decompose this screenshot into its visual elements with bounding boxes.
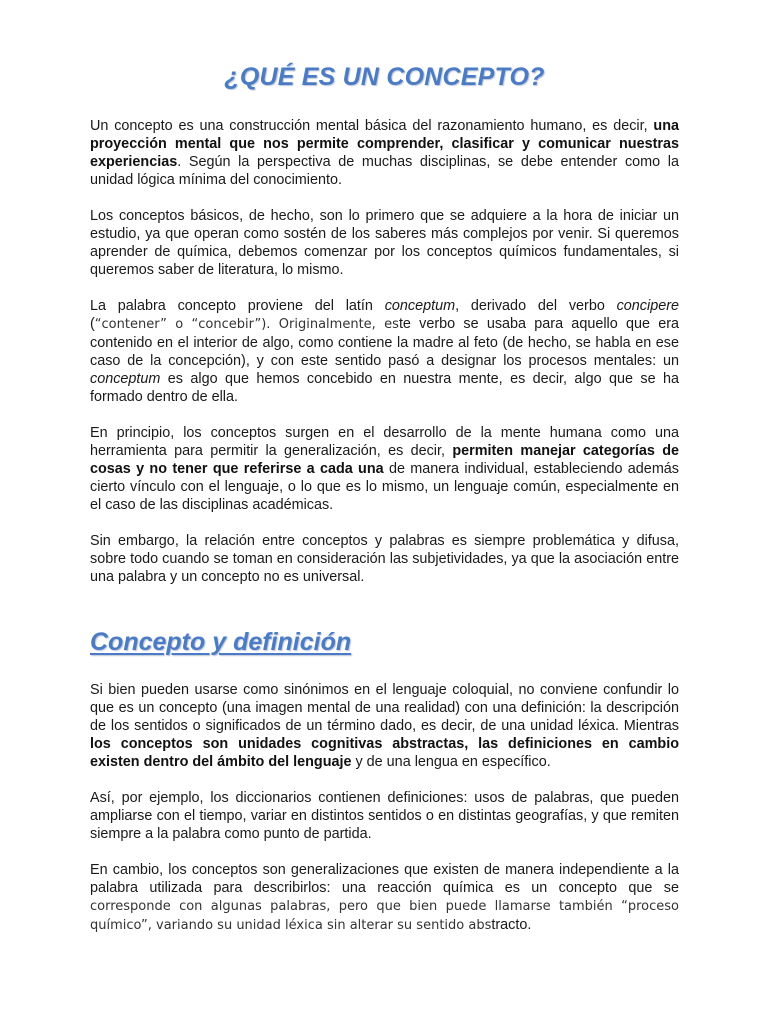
paragraph-8-alt-font: corresponde con algunas palabras, pero que bien puede llamarse también “proceso químico”, variando su unidad léxica sin alterar su sentido abs — [90, 899, 679, 933]
paragraph-2: Los conceptos básicos, de hecho, son lo primero que se adquiere a la hora de iniciar un estudio, ya que operan como sostén de los saberes más complejos por venir. Si queremos aprender de química, debemos comenzar por los conceptos químicos fundamentales, si queremos saber de literatura, lo mismo. — [90, 208, 679, 278]
paragraph-6-bold: los conceptos son unidades cognitivas abstractas, las definiciones en cambio existen dentro del ámbito del lenguaje — [90, 736, 679, 770]
paragraph-3-italic-a: conceptum — [384, 298, 456, 314]
section-title-concepto-y-definicion: Concepto y definición — [90, 628, 352, 656]
paragraph-6-text-a: Si bien pueden usarse como sinónimos en el lenguaje coloquial, no conviene confundir lo que es un concepto (una imagen mental de una realidad) con una definición: la descripción de los sentidos o significados de un término dado, es decir, de una unidad léxica. Mientras — [90, 682, 679, 734]
paragraph-3-text-b: , derivado del verbo — [455, 298, 617, 314]
paragraph-3-text-a: La palabra concepto proviene del latín — [90, 298, 385, 314]
paragraph-3 — [90, 297, 679, 406]
paragraph-3-text-d: te verbo se usaba para aquello que era contenido en el interior de algo, como contiene la madre al feto (de hecho, se habla en ese caso de la concepción), y con este sentido pasó a designar los procesos mentales: un — [90, 316, 679, 369]
paragraph-4-text-b: de manera individual, estableciendo además cierto vínculo con el lenguaje, o lo que es lo mismo, un lenguaje común, especialmente en el caso de las disciplinas académicas. — [90, 461, 679, 513]
paragraph-5: Sin embargo, la relación entre conceptos y palabras es siempre problemática y difusa, sobre todo cuando se toman en consideración las subjetividades, ya que la asociación entre una palabra y un concepto no es universal. — [90, 533, 679, 585]
paragraph-4-text-a: En principio, los conceptos surgen en el desarrollo de la mente humana como una herramienta para permitir la generalización, es decir, — [90, 425, 679, 459]
paragraph-7: Así, por ejemplo, los diccionarios contienen definiciones: usos de palabras, que pueden ampliarse con el tiempo, variar en distintos sentidos o en distintas geografías, y que remiten siempre a la palabra como punto de partida. — [90, 790, 679, 842]
paragraph-8-text-a: En cambio, los conceptos son generalizaciones que existen de manera independiente a la palabra utilizada para describirlos: una reacción química es un concepto que se — [90, 862, 679, 896]
paragraph-1-text-b: . Según la perspectiva de muchas disciplinas, se debe entender como la unidad lógica mínima del conocimiento. — [90, 154, 679, 188]
page-title: ¿QUÉ ES UN CONCEPTO? — [224, 63, 545, 91]
paragraph-3-text-c: ( — [90, 316, 95, 332]
paragraph-6-text-b: y de una lengua en específico. — [351, 754, 551, 770]
paragraph-1-bold: una proyección mental que nos permite comprender, clasificar y comunicar nuestras experiencias — [90, 118, 679, 170]
paragraph-3-alt-font: “contener” o “concebir”). Originalmente, es — [94, 317, 399, 332]
paragraph-3-italic-b: concipere — [616, 298, 680, 314]
paragraph-4 — [90, 424, 679, 514]
paragraph-3-text-e: es algo que hemos concebido en nuestra mente, es decir, algo que se ha formado dentro de ella. — [90, 371, 679, 405]
paragraph-6 — [90, 681, 679, 771]
paragraph-1-text-a: Un concepto es una construcción mental básica del razonamiento humano, es decir, — [90, 118, 654, 134]
paragraph-3-italic-c: conceptum — [90, 371, 161, 387]
paragraph-1 — [90, 117, 679, 189]
paragraph-4-bold: permiten manejar categorías de cosas y no tener que referirse a cada una — [90, 443, 679, 477]
paragraph-8-text-b: tracto. — [491, 917, 532, 933]
paragraph-8 — [90, 861, 679, 935]
